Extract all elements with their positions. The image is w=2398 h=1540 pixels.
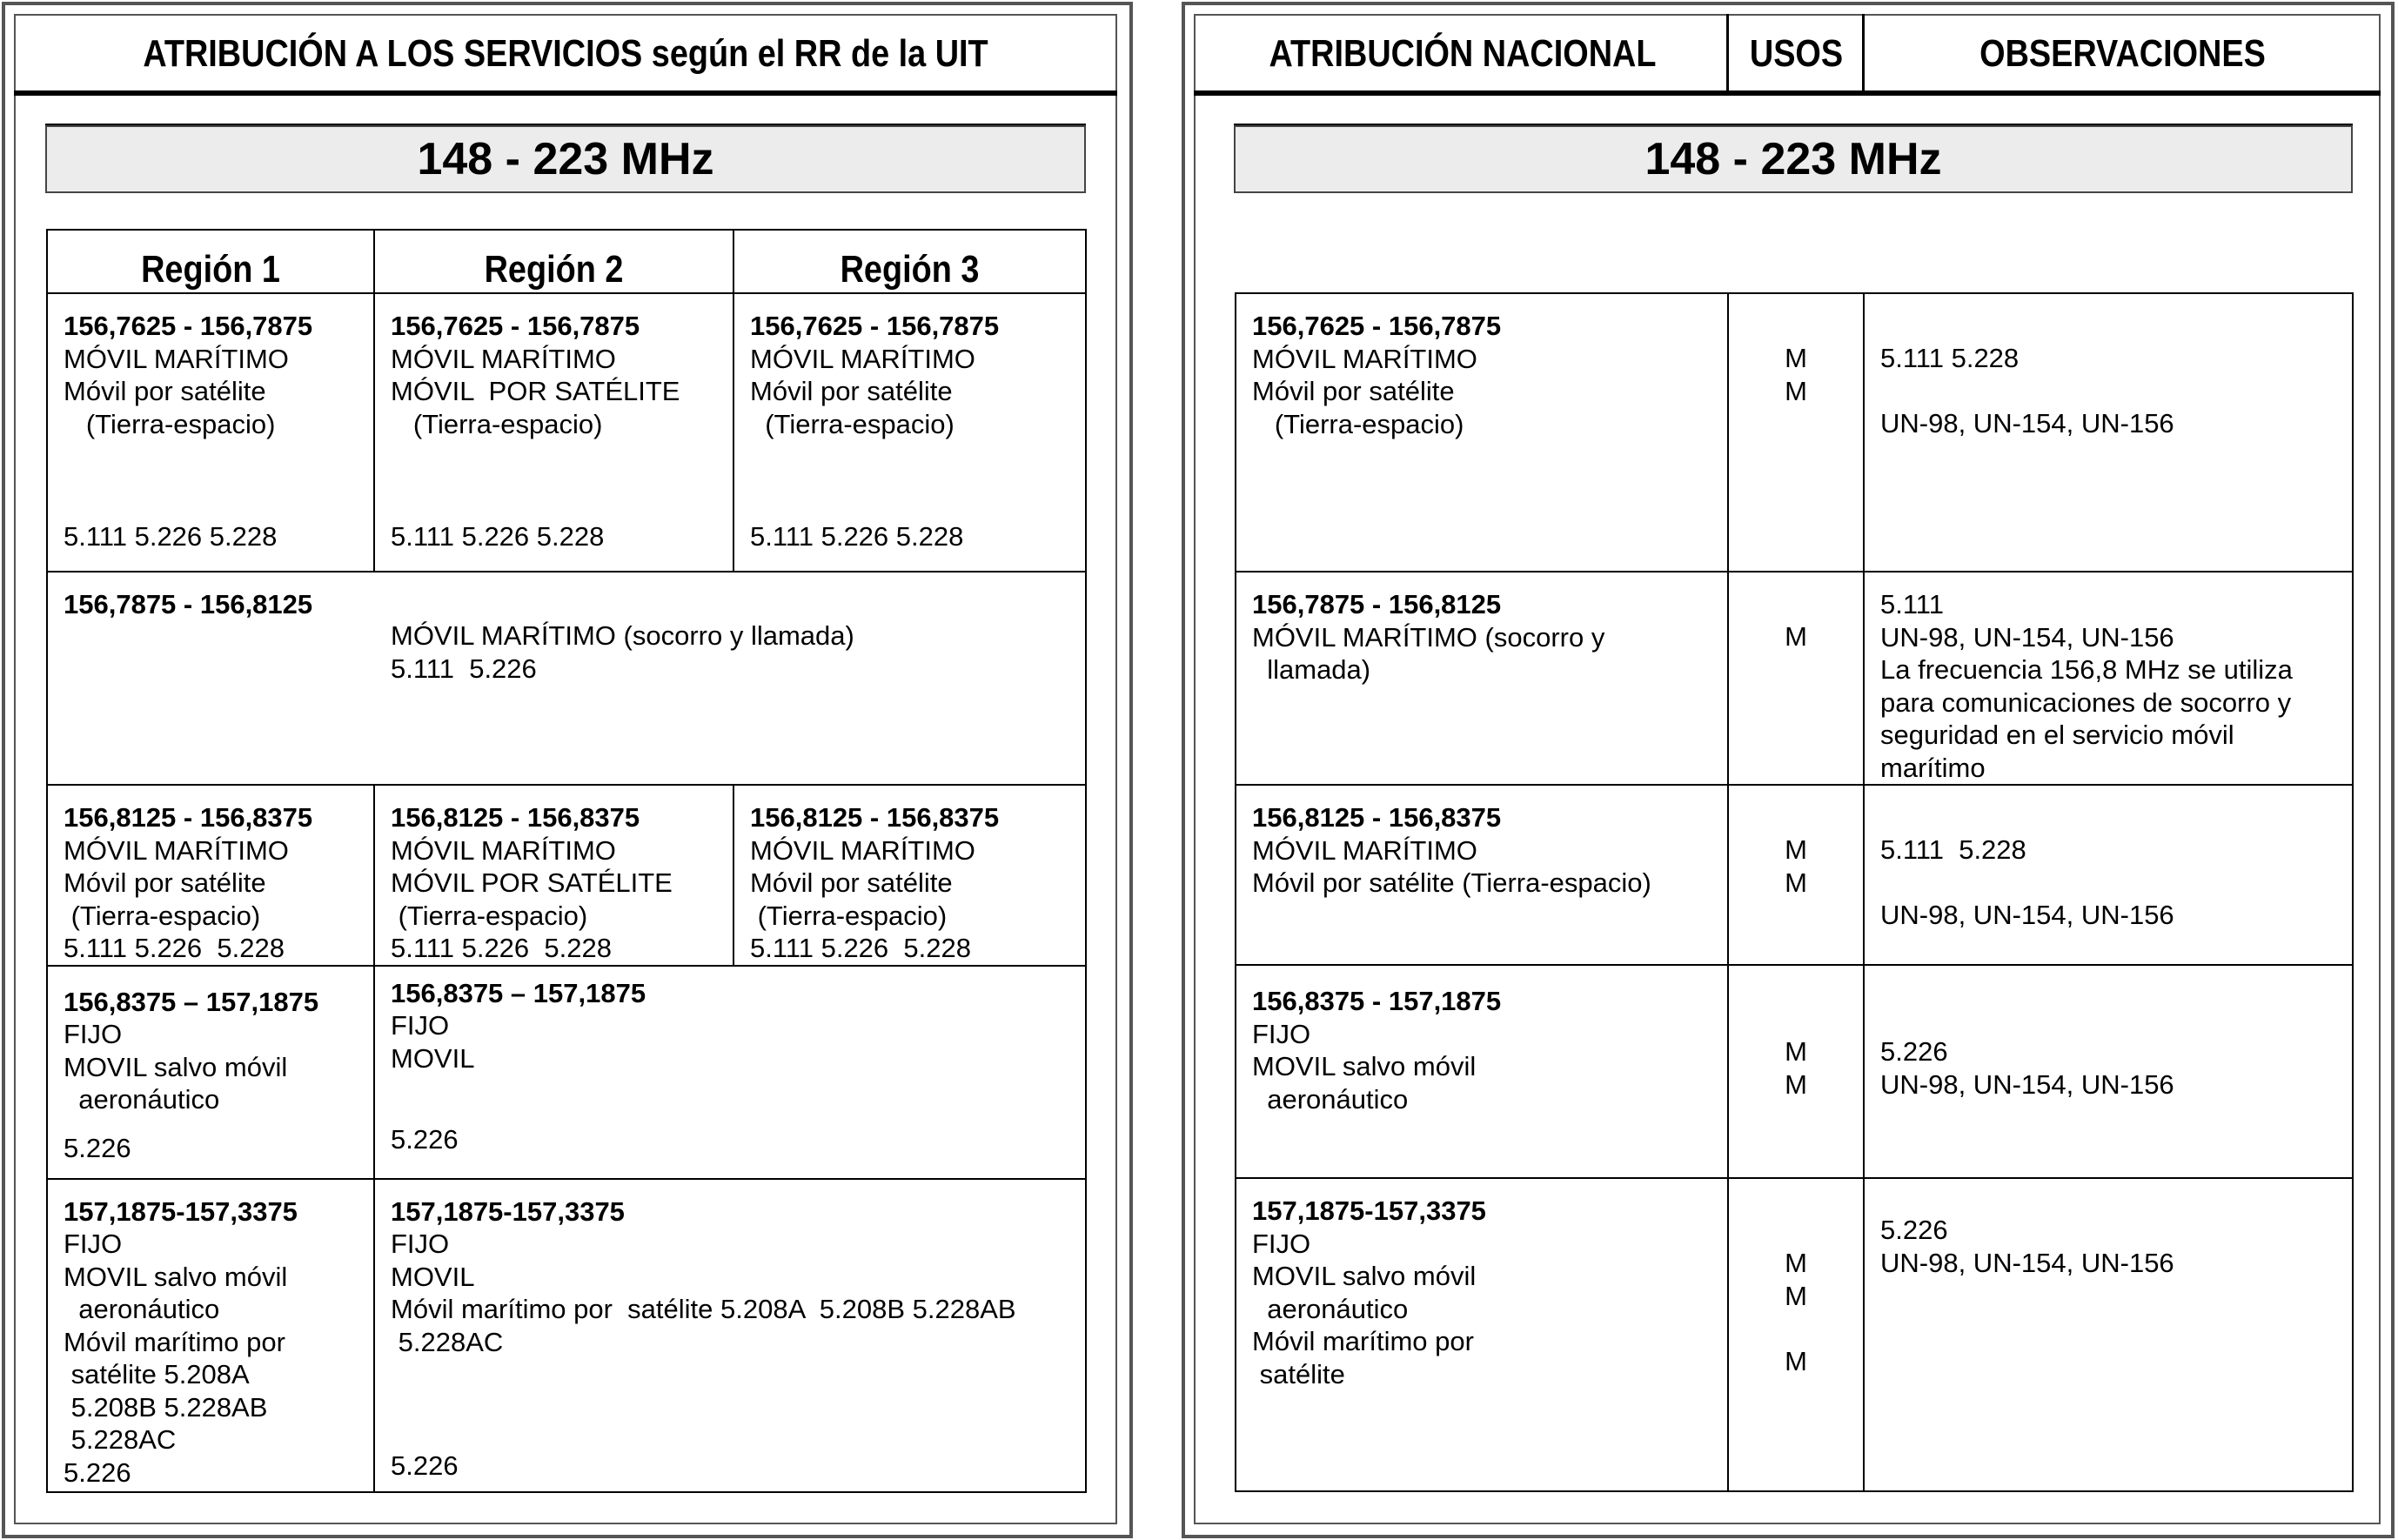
observaciones-cell: 5.111 5.228 UN-98, UN-154, UN-156 [1864, 785, 2353, 965]
table-cell: 156,8125 - 156,8375 MÓVIL MARÍTIMO Móvil por satélite (Tierra-espacio) [1236, 785, 1728, 965]
table-cell: 156,8375 – 157,1875 FIJO MOVIL salvo móvil aeronáutico 5.226 [47, 966, 374, 1179]
table-cell: 156,7625 - 156,7875 MÓVIL MARÍTIMO Móvil por satélite (Tierra-espacio) 5.111 5.226 5.228 [47, 293, 374, 572]
table-cell: 156,7625 - 156,7875 MÓVIL MARÍTIMO MÓVIL POR SATÉLITE (Tierra-espacio) 5.111 5.226 5.228 [374, 293, 733, 572]
col-header-nacional: ATRIBUCIÓN NACIONAL [1269, 32, 1657, 75]
usos-cell: M M [1728, 965, 1864, 1178]
table-cell-merged: 156,8375 – 157,1875 FIJO MOVIL 5.226 [374, 966, 1086, 1179]
usos-cell: M [1728, 572, 1864, 785]
table-cell: 156,8375 - 157,1875 FIJO MOVIL salvo móvil aeronáutico [1236, 965, 1728, 1178]
table-cell: 157,1875-157,3375 FIJO MOVIL salvo móvil aeronáutico Móvil marítimo por satélite [1236, 1178, 1728, 1491]
left-title-rule [14, 90, 1117, 96]
usos-cell: M M [1728, 785, 1864, 965]
observaciones-cell: 5.111 5.228 UN-98, UN-154, UN-156 [1864, 293, 2353, 572]
right-band-title: 148 - 223 MHz [1234, 125, 2353, 193]
region-2-header: Región 2 [374, 230, 733, 293]
observaciones-cell: 5.226 UN-98, UN-154, UN-156 [1864, 965, 2353, 1178]
header-divider [1726, 14, 1729, 90]
col-header-observaciones: OBSERVACIONES [1979, 32, 2266, 75]
usos-cell: M M [1728, 293, 1864, 572]
table-cell: 156,7625 - 156,7875 MÓVIL MARÍTIMO Móvil por satélite (Tierra-espacio) [1236, 293, 1728, 572]
table-cell: 156,8125 - 156,8375 MÓVIL MARÍTIMO Móvil por satélite (Tierra-espacio) 5.111 5.226 5.228 [733, 785, 1086, 966]
left-band-title: 148 - 223 MHz [45, 125, 1086, 193]
region-1-header: Región 1 [47, 230, 374, 293]
table-cell-merged: 156,7875 - 156,8125 MÓVIL MARÍTIMO (socorro y llamada) 5.111 5.226 [47, 572, 1086, 785]
table-cell: 156,7875 - 156,8125 MÓVIL MARÍTIMO (socorro y llamada) [1236, 572, 1728, 785]
table-cell: 157,1875-157,3375 FIJO MOVIL salvo móvil aeronáutico Móvil marítimo por satélite 5.208A 5.208B 5.228AB 5.228AC 5.226 [47, 1179, 374, 1492]
table-cell: 156,8125 - 156,8375 MÓVIL MARÍTIMO Móvil por satélite (Tierra-espacio) 5.111 5.226 5.228 [47, 785, 374, 966]
header-divider [1862, 14, 1865, 90]
right-panel [1180, 0, 2398, 1540]
itu-allocation-table [46, 229, 1087, 1493]
national-allocation-table [1235, 292, 2354, 1492]
table-cell: 156,8125 - 156,8375 MÓVIL MARÍTIMO MÓVIL POR SATÉLITE (Tierra-espacio) 5.111 5.226 5.228 [374, 785, 733, 966]
observaciones-cell: 5.111 UN-98, UN-154, UN-156 La frecuencia 156,8 MHz se utiliza para comunicaciones de socorro y seguridad en el servicio móvil marítimo [1864, 572, 2353, 785]
observaciones-cell: 5.226 UN-98, UN-154, UN-156 [1864, 1178, 2353, 1491]
table-cell: 156,7625 - 156,7875 MÓVIL MARÍTIMO Móvil por satélite (Tierra-espacio) 5.111 5.226 5.228 [733, 293, 1086, 572]
left-panel [0, 0, 1140, 1540]
usos-cell: M M M [1728, 1178, 1864, 1491]
table-cell-merged: 157,1875-157,3375 FIJO MOVIL Móvil marítimo por satélite 5.208A 5.208B 5.228AB 5.228AC 5.226 [374, 1179, 1086, 1492]
left-title: ATRIBUCIÓN A LOS SERVICIOS según el RR de la UIT [143, 32, 988, 75]
right-title-rule [1194, 90, 2381, 96]
col-header-usos: USOS [1749, 32, 1844, 75]
region-3-header: Región 3 [733, 230, 1086, 293]
